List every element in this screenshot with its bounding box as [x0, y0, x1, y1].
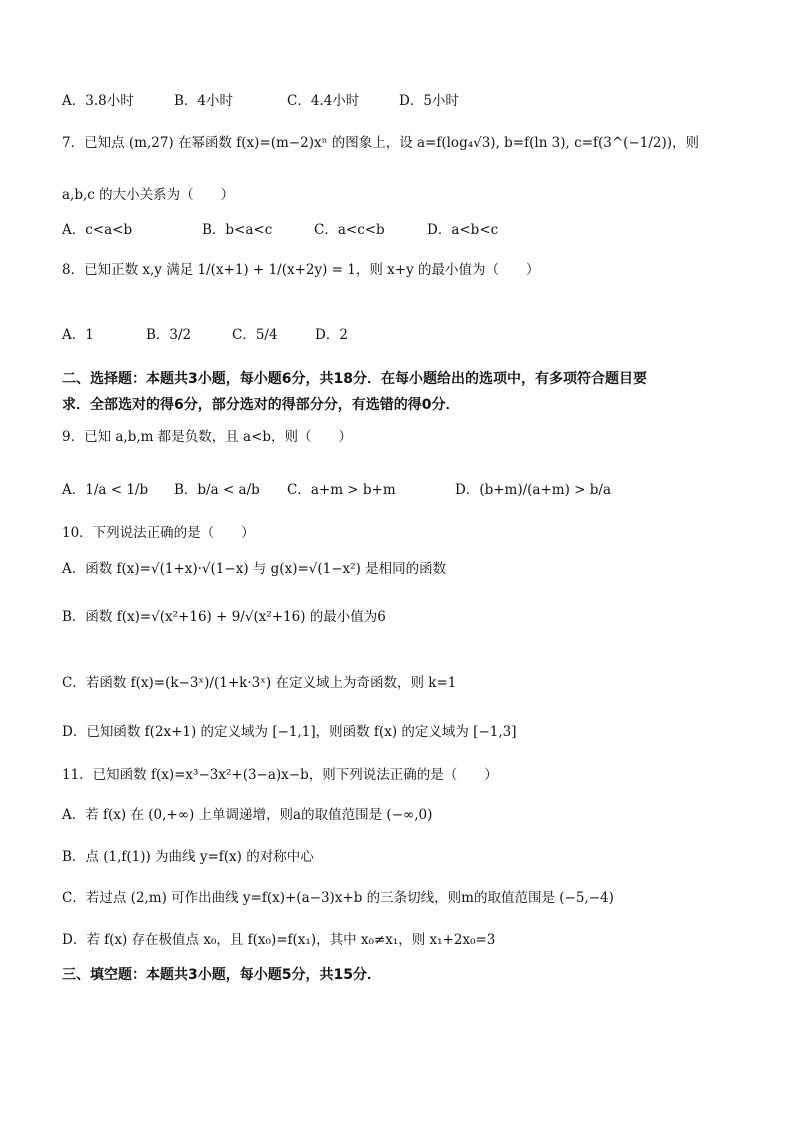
q9-stem: 9．已知 a,b,m 都是负数，且 a<b，则（ ）: [62, 429, 353, 445]
section2-heading-line2: 求．全部选对的得6分，部分选对的得部分分，有选错的得0分．: [62, 397, 460, 413]
q10-option-b: B．函数 f(x)=√(x²+16) + 9/√(x²+16) 的最小值为6: [62, 609, 386, 625]
q8-option-c: C．5/4: [232, 327, 278, 343]
q6-option-a: A．3.8小时: [62, 93, 134, 109]
q7-option-c: C．a<c<b: [314, 222, 385, 238]
q9-option-c: C．a+m > b+m: [287, 482, 396, 498]
q7-option-a: A．c<a<b: [62, 222, 133, 238]
q7-stem: 7．已知点 (m,27) 在幂函数 f(x)=(m−2)xⁿ 的图象上，设 a=f(log₄√3), b=f(ln 3), c=f(3^(−1/2))，则: [62, 135, 699, 151]
q8-option-a: A．1: [62, 327, 94, 343]
q11-option-d: D．若 f(x) 存在极值点 x₀，且 f(x₀)=f(x₁)，其中 x₀≠x₁，则 x₁+2x₀=3: [62, 932, 496, 948]
q9-option-b: B．b/a < a/b: [174, 482, 260, 498]
q10-option-c: C．若函数 f(x)=(k−3ˣ)/(1+k·3ˣ) 在定义域上为奇函数，则 k=1: [62, 675, 457, 691]
q8-stem: 8．已知正数 x,y 满足 1/(x+1) + 1/(x+2y) = 1，则 x+y 的最小值为（ ）: [62, 262, 540, 278]
q11-option-c: C．若过点 (2,m) 可作出曲线 y=f(x)+(a−3)x+b 的三条切线，则m的取值范围是 (−5,−4): [62, 890, 614, 906]
q10-stem: 10．下列说法正确的是（ ）: [62, 525, 255, 541]
q11-stem: 11．已知函数 f(x)=x³−3x²+(3−a)x−b，则下列说法正确的是（ ）: [62, 767, 498, 783]
section3-heading: 三、填空题：本题共3小题，每小题5分，共15分．: [62, 967, 381, 983]
q9-option-a: A．1/a < 1/b: [62, 482, 149, 498]
section2-heading-line1: 二、选择题：本题共3小题，每小题6分，共18分．在每小题给出的选项中，有多项符合题目要: [62, 371, 647, 387]
q8-option-d: D．2: [315, 327, 348, 343]
q11-option-a: A．若 f(x) 在 (0,+∞) 上单调递增，则a的取值范围是 (−∞,0): [62, 807, 433, 823]
q7-option-d: D．a<b<c: [427, 222, 499, 238]
q11-option-b: B．点 (1,f(1)) 为曲线 y=f(x) 的对称中心: [62, 849, 314, 865]
q6-option-b: B．4小时: [174, 93, 234, 109]
q10-option-a: A．函数 f(x)=√(1+x)·√(1−x) 与 g(x)=√(1−x²) 是相同的函数: [62, 561, 447, 577]
q6-option-c: C．4.4小时: [287, 93, 360, 109]
q6-option-d: D．5小时: [399, 93, 459, 109]
q8-option-b: B．3/2: [146, 327, 192, 343]
q7-stem-cont: a,b,c 的大小关系为（ ）: [62, 187, 235, 203]
q10-option-d: D．已知函数 f(2x+1) 的定义域为 [−1,1]，则函数 f(x) 的定义域为 [−1,3]: [62, 724, 517, 740]
q9-option-d: D．(b+m)/(a+m) > b/a: [455, 482, 611, 498]
q7-option-b: B．b<a<c: [202, 222, 273, 238]
